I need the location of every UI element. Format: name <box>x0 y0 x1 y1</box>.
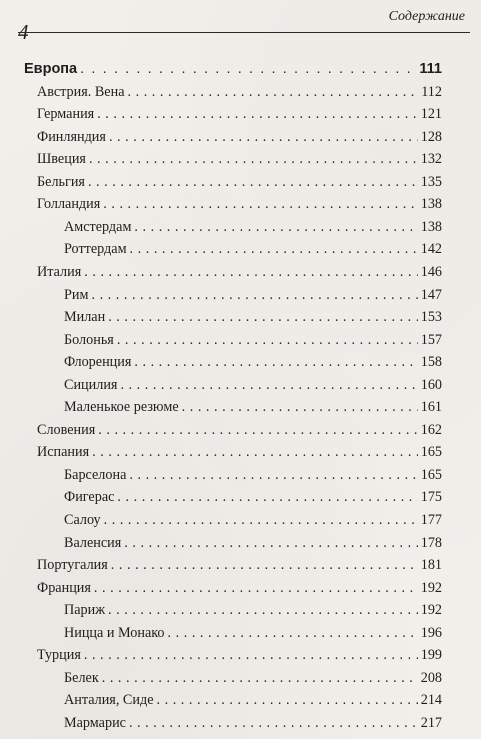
toc-entry-page: 142 <box>420 241 442 258</box>
toc-entry-page: 178 <box>420 534 442 551</box>
toc-entry-title: Австрия. Вена <box>37 83 125 100</box>
toc-leader-dots <box>98 421 417 439</box>
toc-entry-page: 158 <box>420 354 442 371</box>
toc-entry-page: 147 <box>420 286 442 303</box>
toc-entry <box>37 443 442 461</box>
toc-entry-title: Париж <box>64 602 106 619</box>
toc-leader-dots <box>102 669 418 687</box>
toc-entry-page: 181 <box>420 557 442 574</box>
toc-leader-dots <box>134 218 417 236</box>
toc-entry <box>64 353 442 371</box>
toc-entry <box>64 488 442 506</box>
toc-leader-dots <box>111 556 418 574</box>
toc-entry <box>37 556 442 574</box>
toc-entry <box>37 263 442 281</box>
toc-entry-title: Турция <box>37 647 81 664</box>
toc-entry-title: Флоренция <box>64 354 132 371</box>
toc-entry-title: Мармарис <box>64 714 126 731</box>
toc-entry <box>37 646 442 664</box>
toc-entry-page: 214 <box>420 692 442 709</box>
toc-entry-page: 177 <box>420 512 442 528</box>
toc-entry-title: Рим <box>64 286 89 303</box>
toc-entry-title: Сицилия <box>64 376 118 393</box>
toc-leader-dots <box>94 579 418 597</box>
toc-entry-title: Барселона <box>64 466 127 483</box>
toc-entry-page: 112 <box>421 83 442 100</box>
toc-entry-title: Роттердам <box>64 241 127 258</box>
toc-leader-dots <box>103 195 417 213</box>
toc-entry-title: Милан <box>64 309 106 326</box>
toc-leader-dots <box>130 240 418 258</box>
toc-entry <box>64 331 442 349</box>
toc-entry-title: Франция <box>37 579 91 596</box>
toc-entry-title: Салоу <box>64 512 101 528</box>
toc-entry-page: 165 <box>420 444 442 461</box>
toc-entry <box>37 421 442 439</box>
toc-leader-dots <box>157 691 418 709</box>
toc-leader-dots <box>134 353 417 371</box>
toc-entry <box>37 173 442 191</box>
toc-entry-page: 192 <box>420 602 442 619</box>
toc-entry-page: 192 <box>420 579 442 596</box>
toc-leader-dots <box>97 105 418 123</box>
toc-section-heading <box>24 60 442 78</box>
toc-leader-dots <box>91 286 417 304</box>
toc-entry-page: 208 <box>420 669 442 686</box>
toc-entry-page: 199 <box>420 647 442 664</box>
toc-leader-dots <box>88 173 418 191</box>
toc-entry-page: 128 <box>420 128 442 145</box>
toc-leader-dots <box>108 308 418 326</box>
toc-entry <box>37 128 442 146</box>
toc-entry <box>64 534 442 552</box>
toc-entry-title: Амстердам <box>64 218 132 235</box>
toc-entry <box>64 466 442 484</box>
toc-entry-title: Бельгия <box>37 173 85 190</box>
toc-entry-title: Испания <box>37 444 90 461</box>
toc-leader-dots <box>124 534 417 552</box>
toc-entry-title: Фигерас <box>64 489 115 506</box>
toc-entry-page: 111 <box>419 61 442 77</box>
toc-entry-page: 165 <box>420 466 442 483</box>
toc-entry-title: Швеция <box>37 151 86 168</box>
page-number: 4 <box>18 20 29 44</box>
toc-leader-dots <box>84 646 418 664</box>
toc-entry-page: 160 <box>420 376 442 393</box>
toc-leader-dots <box>80 60 416 78</box>
toc-entry <box>64 218 442 236</box>
toc-entry <box>64 601 442 619</box>
toc-leader-dots <box>109 128 418 146</box>
toc-entry <box>64 624 442 642</box>
toc-entry-page: 138 <box>420 196 442 213</box>
toc-entry-title: Болонья <box>64 331 114 348</box>
toc-leader-dots <box>129 466 417 484</box>
toc-leader-dots <box>120 376 417 394</box>
toc-leader-dots <box>129 714 418 732</box>
running-head: Содержание <box>388 9 465 24</box>
toc-entry-title: Финляндия <box>37 128 106 145</box>
toc-entry <box>64 308 442 326</box>
toc-entry-title: Европа <box>24 61 78 77</box>
toc-entry-page: 157 <box>420 331 442 348</box>
toc-entry-title: Португалия <box>37 557 108 574</box>
toc-entry-page: 175 <box>420 489 442 506</box>
toc-entry-page: 135 <box>420 173 442 190</box>
toc-leader-dots <box>104 511 418 529</box>
toc-entry-title: Голландия <box>37 196 101 213</box>
toc-entry-page: 162 <box>420 421 442 438</box>
toc-entry <box>64 691 442 709</box>
toc-leader-dots <box>89 150 418 168</box>
toc-leader-dots <box>168 624 418 642</box>
toc-entry <box>64 240 442 258</box>
toc-entry-page: 138 <box>420 218 442 235</box>
toc-entry <box>64 286 442 304</box>
toc-leader-dots <box>117 331 418 349</box>
toc-entry-title: Словения <box>37 421 96 438</box>
toc-entry-page: 132 <box>420 151 442 168</box>
toc-entry <box>37 579 442 597</box>
toc-leader-dots <box>182 398 418 416</box>
toc-leader-dots <box>84 263 417 281</box>
toc-entry-title: Италия <box>37 263 82 280</box>
toc-entry-page: 146 <box>420 263 442 280</box>
toc-entry <box>37 150 442 168</box>
toc-entry-page: 217 <box>420 714 442 731</box>
toc-entry <box>37 83 442 101</box>
toc-entry <box>64 398 442 416</box>
toc-entry <box>64 714 442 732</box>
toc-entry <box>37 105 442 123</box>
toc-leader-dots <box>92 443 418 461</box>
toc-entry-page: 153 <box>420 309 442 326</box>
toc-entry <box>64 511 442 529</box>
toc-entry-page: 121 <box>420 106 442 123</box>
toc-entry-title: Ницца и Монако <box>64 624 165 641</box>
toc-entry-page: 196 <box>420 624 442 641</box>
toc-leader-dots <box>108 601 418 619</box>
toc-entry-title: Белек <box>64 669 99 686</box>
toc-entry <box>64 376 442 394</box>
toc-entry <box>64 669 442 687</box>
toc-entry-title: Валенсия <box>64 534 122 551</box>
toc-entry-title: Анталия, Сиде <box>64 692 154 709</box>
toc-leader-dots <box>128 83 419 101</box>
toc-leader-dots <box>117 488 417 506</box>
toc-entry-title: Германия <box>37 106 95 123</box>
header-rule <box>18 32 470 33</box>
toc-entry-page: 161 <box>420 399 442 416</box>
toc-entry-title: Маленькое резюме <box>64 399 179 416</box>
toc-entry <box>37 195 442 213</box>
